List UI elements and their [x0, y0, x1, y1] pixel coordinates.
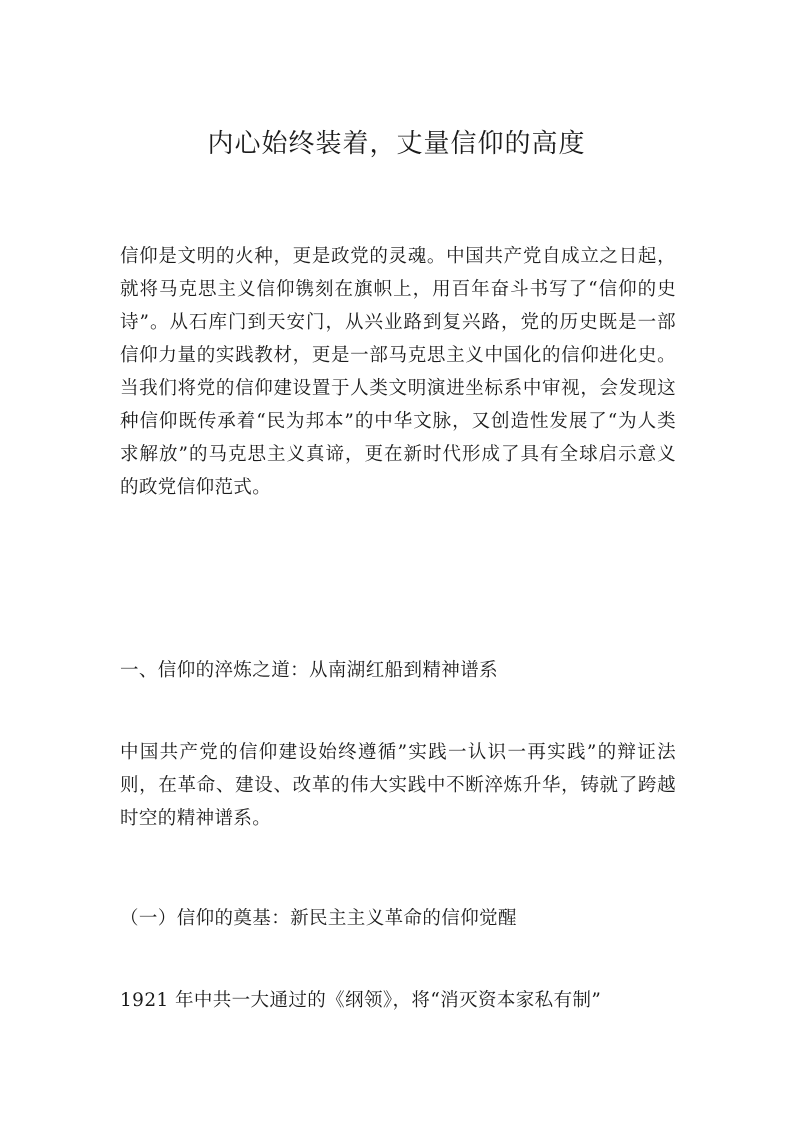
- subsection-heading: （一）信仰的奠基：新民主主义革命的信仰觉醒: [120, 908, 517, 929]
- document-title: 内心始终装着，丈量信仰的高度: [207, 129, 586, 159]
- subsection-paragraph: 1921 年中共一大通过的《纲领》，将“消灭资本家私有制”: [120, 990, 602, 1011]
- section-heading: 一、信仰的淬炼之道：从南湖红船到精神谱系: [120, 660, 499, 681]
- section-paragraph: 中国共产党的信仰建设始终遵循”实践一认识一再实践”的辩证法则，在革命、建设、改革的伟大实践中不断淬炼升华，铸就了跨越时空的精神谱系。: [120, 742, 676, 829]
- intro-paragraph: 信仰是文明的火种，更是政党的灵魂。中国共产党自成立之日起，就将马克思主义信仰镌刻在旗帜上，用百年奋斗书写了“信仰的史诗”。从石库门到天安门，从兴业路到复兴路，党的历史既是一部信仰力量的实践教材，更是一部马克思主义中国化的信仰进化史。当我们将党的信仰建设置于人类文明演进坐标系中审视，会发现这种信仰既传承着“民为邦本”的中华文脉，又创造性发展了“为人类求解放”的马克思主义真谛，更在新时代形成了具有全球启示意义的政党信仰范式。: [120, 246, 676, 498]
